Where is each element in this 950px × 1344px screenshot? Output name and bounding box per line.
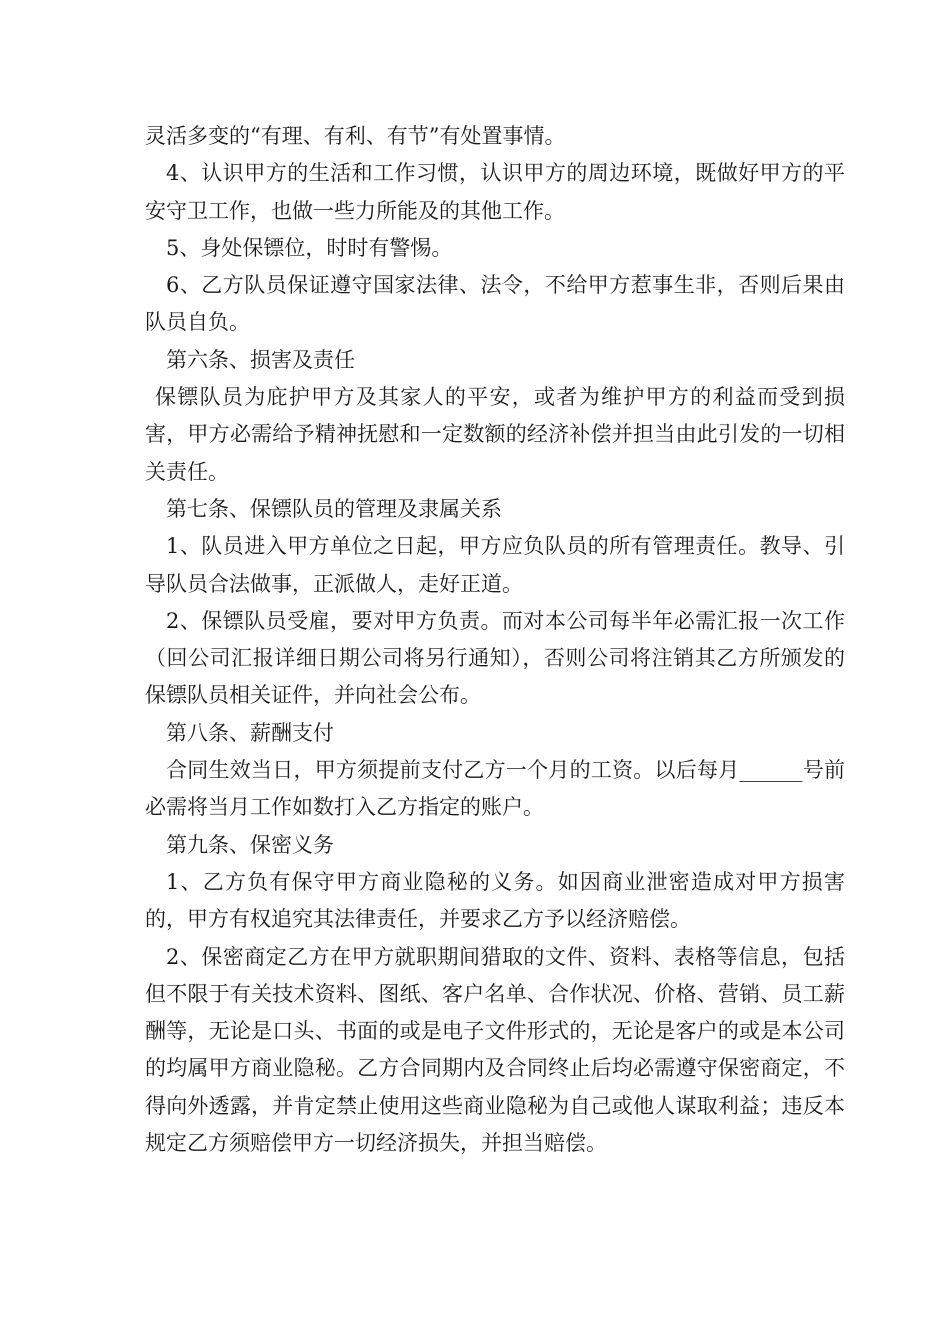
- paragraph-clause-6: 6、乙方队员保证遵守国家法律、法令，不给甲方惹事生非，否则后果由队员自负。: [145, 273, 845, 335]
- article-9-heading: 第九条、保密义务: [166, 832, 334, 857]
- article-8-body: 合同生效当日，甲方须提前支付乙方一个月的工资。以后每月______号前必需将当月工作如数打入乙方指定的账户。: [145, 758, 845, 820]
- article-7-heading: 第七条、保镖队员的管理及隶属关系: [166, 496, 502, 521]
- article-6-heading: 第六条、损害及责任: [166, 347, 355, 372]
- paragraph-clause-4: 4、认识甲方的生活和工作习惯，认识甲方的周边环境，既做好甲方的平安守卫工作，也做一些力所能及的其他工作。: [145, 161, 845, 223]
- paragraph-clause-5: 5、身处保镖位，时时有警惕。: [166, 235, 453, 260]
- paragraph-continuation: 灵活多变的“有理、有利、有节”有处置事情。: [145, 124, 566, 148]
- article-8-heading: 第八条、薪酬支付: [166, 720, 334, 745]
- article-9-clause-1: 1、乙方负有保守甲方商业隐秘的义务。如因商业泄密造成对甲方损害的，甲方有权追究其法律责任，并要求乙方予以经济赔偿。: [145, 869, 845, 932]
- article-7-clause-1: 1、队员进入甲方单位之日起，甲方应负队员的所有管理责任。教导、引导队员合法做事，正派做人，走好正道。: [145, 534, 845, 596]
- article-9-clause-2: 2、保密商定乙方在甲方就职期间猎取的文件、资料、表格等信息，包括但不限于有关技术资料、图纸、客户名单、合作状况、价格、营销、员工薪酬等，无论是口头、书面的或是电子文件形式的，无论是客户的或是本公司的均属甲方商业隐秘。乙方合同期内及合同终止后均必需遵守保密商定，不得向外透露，并肯定禁止使用这些商业隐秘为自己或他人谋取利益；违反本规定乙方须赔偿甲方一切经济损失，并担当赔偿。: [145, 944, 845, 1156]
- article-7-clause-2: 2、保镖队员受雇，要对甲方负责。而对本公司每半年必需汇报一次工作（回公司汇报详细日期公司将另行通知），否则公司将注销其乙方所颁发的保镖队员相关证件，并向社会公布。: [145, 608, 845, 708]
- article-6-body: 保镖队员为庇护甲方及其家人的平安，或者为维护甲方的利益而受到损害，甲方必需给予精神抚慰和一定数额的经济补偿并担当由此引发的一切相关责任。: [145, 385, 845, 484]
- document-body: [145, 118, 845, 1162]
